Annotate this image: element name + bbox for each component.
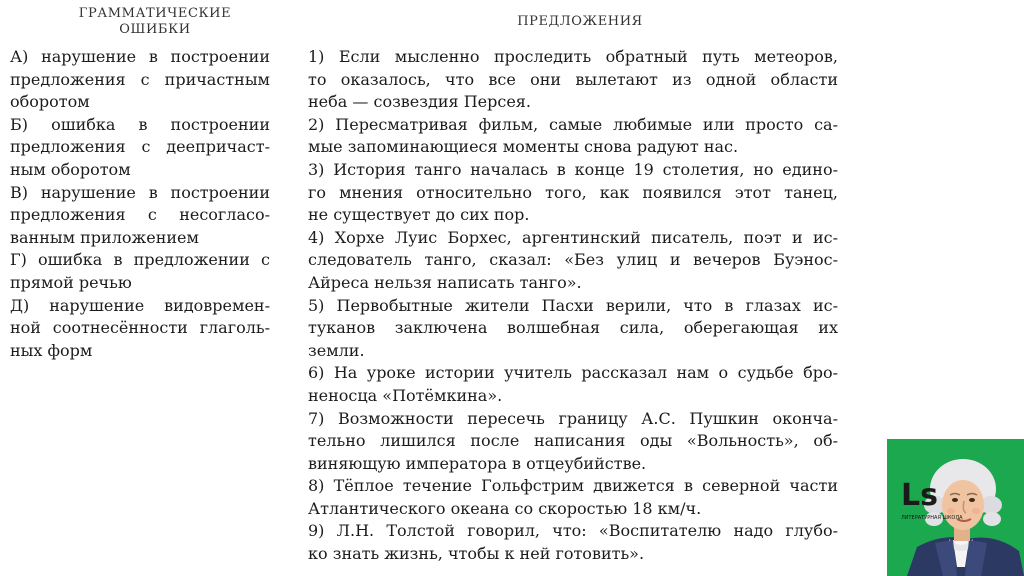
- text-line: неносца «Потёмкина».: [308, 385, 503, 405]
- column-header-sentences: ПРЕДЛОЖЕНИЯ: [517, 14, 643, 29]
- text-line: то оказалось, что все они вылетают из одной области: [308, 69, 838, 89]
- sentence-item: [308, 159, 838, 227]
- error-item: [10, 182, 270, 250]
- text-line: го мнения относительно того, как появился этот танец,: [308, 182, 838, 202]
- text-line: 2) Пересматривая фильм, самые любимые или просто са-: [308, 114, 838, 134]
- text-line: В) нарушение в построении: [10, 182, 270, 202]
- text-line: 3) История танго началась в конце 19 столетия, но едино-: [308, 159, 838, 179]
- text-line: оборотом: [10, 92, 90, 112]
- text-line: Атлантического океана со скоростью 18 км/ч.: [308, 498, 702, 518]
- portrait-illustration: [887, 439, 1024, 576]
- text-line: А) нарушение в построении: [10, 47, 270, 66]
- text-line: земли.: [308, 340, 365, 360]
- text-line: Г) ошибка в предложении с: [10, 250, 270, 270]
- text-line: ной соотнесённости глаголь-: [10, 318, 270, 338]
- text-line: 4) Хорхе Луис Борхес, аргентинский писатель, поэт и ис-: [308, 227, 838, 247]
- column-header-errors: [30, 6, 280, 38]
- text-line: ных форм: [10, 340, 93, 360]
- text-line: прямой речью: [10, 272, 132, 292]
- text-line: неба — созвездия Персея.: [308, 92, 531, 112]
- school-logo: [887, 439, 1024, 576]
- sentence-item: [308, 295, 838, 363]
- error-item: [10, 295, 270, 363]
- text-line: предложения с несогласо-: [10, 205, 270, 225]
- sentence-item: [308, 46, 838, 114]
- sentence-item: [308, 520, 838, 565]
- header-line: ГРАММАТИЧЕСКИЕ: [78, 6, 232, 21]
- error-item: [10, 114, 270, 182]
- text-line: туканов заключена волшебная сила, оберегающая их: [308, 318, 838, 338]
- text-line: ным оборотом: [10, 159, 131, 179]
- sentence-item: [308, 362, 838, 407]
- text-line: тельно лишился после написания оды «Вольность», об-: [308, 431, 838, 451]
- text-line: предложения с причастным: [10, 69, 270, 89]
- text-line: Б) ошибка в построении: [10, 114, 270, 134]
- error-item: [10, 249, 270, 294]
- text-line: не существует до сих пор.: [308, 205, 530, 225]
- sentence-item: [308, 114, 838, 159]
- text-line: 9) Л.Н. Толстой говорил, что: «Воспитателю надо глубо-: [308, 521, 838, 541]
- sentence-item: [308, 227, 838, 295]
- text-line: 1) Если мысленно проследить обратный путь метеоров,: [308, 47, 838, 66]
- text-line: 5) Первобытные жители Пасхи верили, что в глазах ис-: [308, 295, 838, 315]
- text-line: Айреса нельзя написать танго».: [308, 272, 582, 292]
- text-line: 8) Тёплое течение Гольфстрим движется в северной части: [308, 476, 838, 496]
- sentences-list: [308, 46, 838, 566]
- text-line: виняющую императора в отцеубийстве.: [308, 453, 647, 473]
- text-line: предложения с деепричаст-: [10, 137, 270, 157]
- sentence-item: [308, 475, 838, 520]
- text-line: мые запоминающиеся моменты снова радуют нас.: [308, 137, 739, 157]
- error-item: [10, 46, 270, 114]
- errors-list: [10, 46, 270, 362]
- text-line: следователь танго, сказал: «Без улиц и вечеров Буэнос-: [308, 250, 838, 270]
- text-line: 7) Возможности пересечь границу А.С. Пушкин оконча-: [308, 408, 838, 428]
- header-line: ОШИБКИ: [119, 22, 191, 37]
- sentence-item: [308, 408, 838, 476]
- logo-letters: Ls: [901, 478, 938, 513]
- text-line: ко знать жизнь, чтобы к ней готовить».: [308, 544, 645, 564]
- text-line: Д) нарушение видовремен-: [10, 295, 270, 315]
- logo-caption: ЛИТЕРАТУРНАЯ ШКОЛА: [901, 515, 963, 521]
- text-line: ванным приложением: [10, 227, 199, 247]
- text-line: 6) На уроке истории учитель рассказал нам о судьбе бро-: [308, 363, 838, 383]
